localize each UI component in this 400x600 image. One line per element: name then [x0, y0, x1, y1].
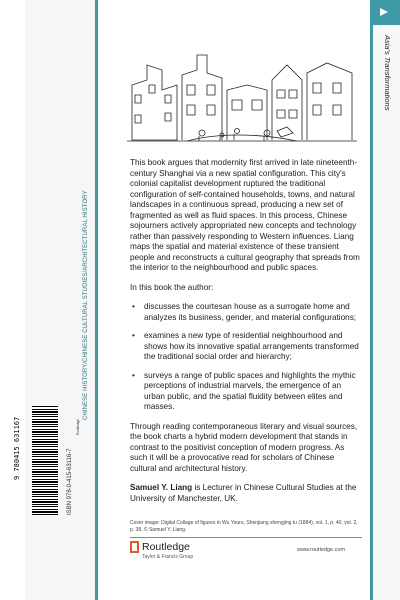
publisher-name: Routledge — [142, 541, 190, 553]
blurb-conclusion: Through reading contemporaneous literary and visual sources, the book charts a hybrid modern development that stands in contrast to the positivist conception of modern progress. As such it will be a provocative read for scholars of Chinese cultural and architectural history. — [130, 421, 358, 473]
isbn-text: ISBN 978-0-415-63116-7 — [67, 448, 73, 515]
routledge-logo-icon — [130, 541, 139, 553]
street-scene-illustration — [127, 45, 357, 145]
list-heading: In this book the author: — [130, 282, 214, 292]
list-item: • discusses the courtesan house as a surrogate home and analyzes its business, gender, and material configurations; — [130, 302, 362, 323]
publisher-tagline: Taylor & Francis Group — [142, 554, 194, 560]
arrow-icon — [377, 5, 391, 19]
subject-categories: CHINESE HISTORY/CHINESE CULTURAL STUDIES/ARCHITECTURAL HISTORY — [83, 190, 89, 420]
list-item: • examines a new type of residential neighbourhood and shows how its innovative spatial arrangements transformed the traditional social order and hierarchy; — [130, 331, 362, 363]
barcode-publisher-label: Routledge — [76, 419, 80, 435]
author-name: Samuel Y. Liang — [130, 483, 193, 492]
publisher-logo — [130, 541, 194, 565]
blurb-intro: This book argues that modernity first arrived in late nineteenth-century Shanghai via a new spatial configuration. This city's colonial capitalist development ruptured the traditional configuration of self-contained households, towns, and natural landscapes in a continuous spread, producing a new set of fragmented as well as fluid spaces. In this process, Chinese sojourners actively appropriated new concepts and technology rather than passively responding to Western influences. Liang maps the spatial and material existence of these transient people and reconstructs a cultural geography that spreads from the interior to the neighbourhood and public spaces. — [130, 158, 360, 272]
cover-image-credit: Cover image: Digital Collage of figures in Wu Youru, Shenjiang shengjing tu (1884), vol. 1, p. 40, vol. 2, p. 38. © Samuel Y. Liang. — [130, 520, 358, 533]
series-title: Asia's Transformations — [383, 35, 392, 111]
list-item: • surveys a range of public spaces and highlights the mythic perceptions of industrial marvels, the emergence of an urban public, and the spatial fluidity between elites and masses. — [130, 371, 362, 413]
author-bio — [130, 483, 362, 504]
isbn-barcode — [32, 405, 58, 515]
left-accent-border — [95, 0, 98, 600]
spine-edge — [0, 0, 25, 600]
publisher-website: www.routledge.com — [297, 547, 345, 553]
author-bio-text: is Lecturer in Chinese Cultural Studies at the University of Manchester, UK. — [130, 483, 357, 503]
right-accent-border — [370, 0, 373, 600]
footer-divider — [130, 537, 362, 538]
back-cover-blurb — [130, 158, 362, 513]
barcode-digits: 9 780415 631167 — [13, 416, 21, 480]
author-contributions-list — [130, 302, 362, 413]
